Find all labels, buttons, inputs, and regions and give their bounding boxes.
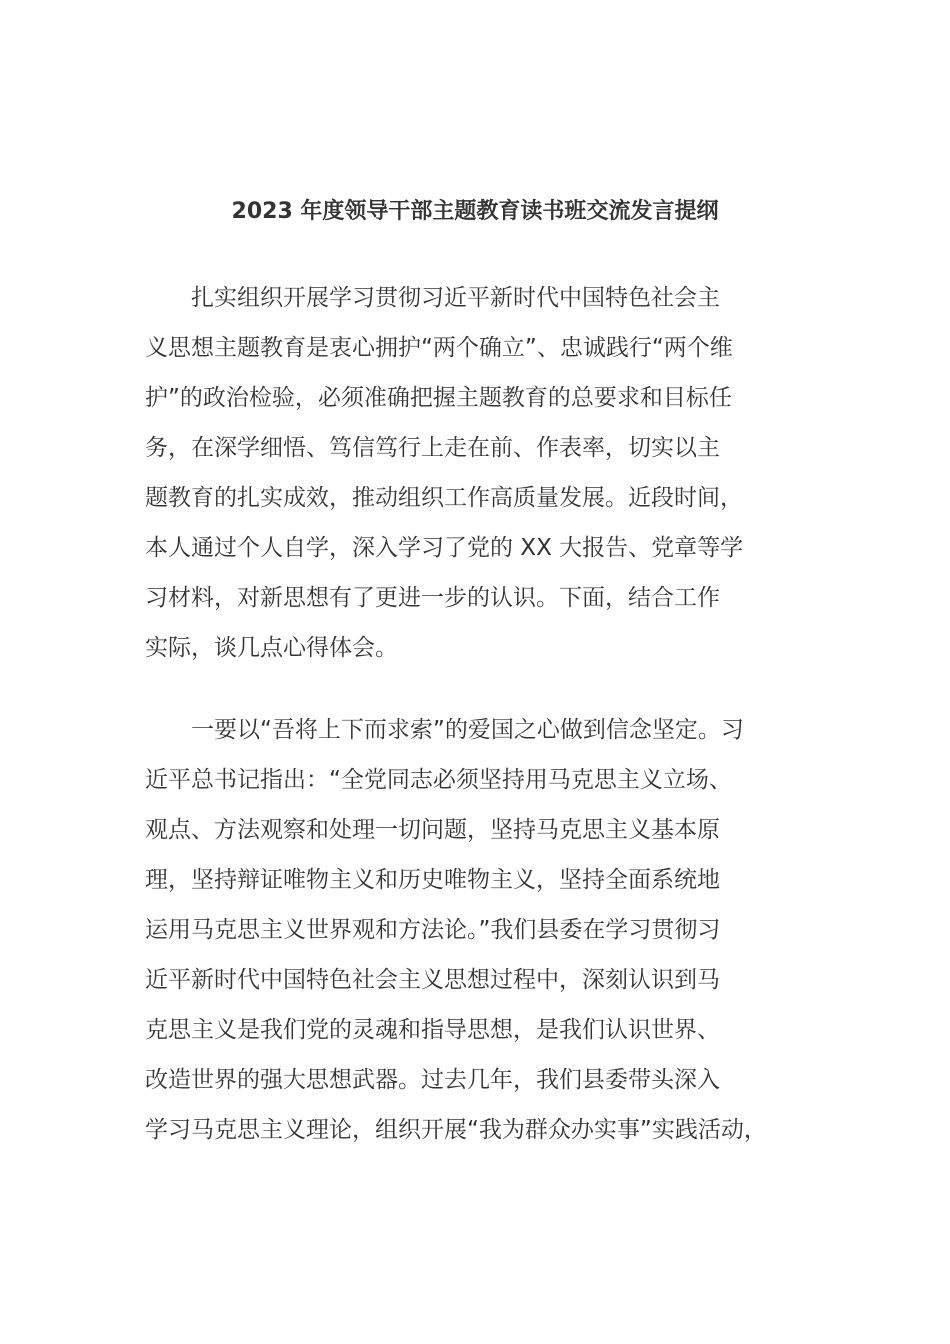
paragraph-line: 近平总书记指出：“全党同志必须坚持用马克思主义立场、 [145, 767, 732, 793]
paragraph-line: 扎实组织开展学习贯彻习近平新时代中国特色社会主 [145, 285, 720, 311]
paragraph-line: 务，在深学细悟、笃信笃行上走在前、作表率，切实以主 [145, 435, 720, 461]
paragraph-line: 习材料，对新思想有了更进一步的认识。下面，结合工作 [145, 585, 720, 611]
paragraph-line: 理，坚持辩证唯物主义和历史唯物主义，坚持全面系统地 [145, 867, 720, 893]
paragraph-point-one [145, 705, 767, 1155]
paragraph-line: 学习马克思主义理论，组织开展“我为群众办实事”实践活动， [145, 1117, 767, 1143]
paragraph-line: 一要以“吾将上下而求索”的爱国之心做到信念坚定。习 [145, 717, 744, 743]
paragraph-line: 观点、方法观察和处理一切问题，坚持马克思主义基本原 [145, 817, 720, 843]
paragraph-line: 运用马克思主义世界观和方法论。”我们县委在学习贯彻习 [145, 917, 721, 943]
paragraph-line: 题教育的扎实成效，推动组织工作高质量发展。近段时间， [145, 485, 743, 511]
paragraph-line: 护”的政治检验，必须准确把握主题教育的总要求和目标任 [145, 385, 732, 411]
document-title: 2023 年度领导干部主题教育读书班交流发言提纲 [231, 199, 719, 224]
paragraph-line: 克思主义是我们党的灵魂和指导思想，是我们认识世界、 [145, 1017, 720, 1043]
paragraph-line: 改造世界的强大思想武器。过去几年，我们县委带头深入 [145, 1067, 720, 1093]
paragraph-line: 近平新时代中国特色社会主义思想过程中，深刻认识到马 [145, 967, 720, 993]
paragraph-intro [145, 273, 743, 673]
paragraph-line: 义思想主题教育是衷心拥护“两个确立”、忠诚践行“两个维 [145, 335, 733, 361]
paragraph-line: 本人通过个人自学，深入学习了党的 XX 大报告、党章等学 [145, 535, 744, 561]
paragraph-line: 实际，谈几点心得体会。 [145, 635, 398, 661]
